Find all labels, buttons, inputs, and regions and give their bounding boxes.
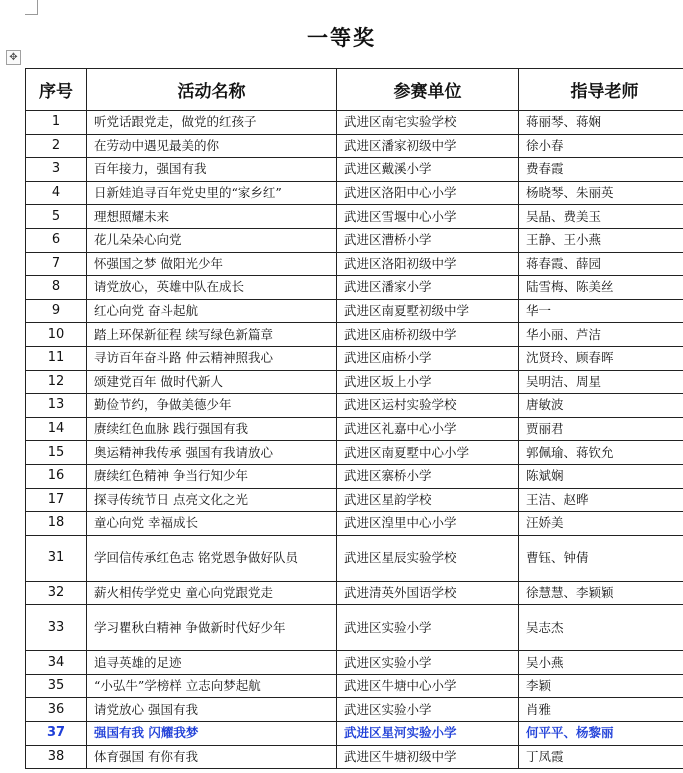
row-activity-name: 奥运精神我传承 强国有我请放心 [87,441,337,465]
row-participating-unit: 武进区湟里中心小学 [337,512,519,536]
table-row [26,417,683,441]
row-activity-name: 学习瞿秋白精神 争做新时代好少年 [87,605,337,651]
table-row [26,228,683,252]
row-activity-name: 百年接力，强国有我 [87,158,337,182]
row-number: 13 [26,394,87,418]
table-row [26,111,683,135]
row-number: 2 [26,134,87,158]
row-teacher: 吴明洁、周星 [519,370,683,394]
row-activity-name: 理想照耀未来 [87,205,337,229]
row-participating-unit: 武进区实验小学 [337,698,519,722]
row-participating-unit: 武进区牛塘中心小学 [337,674,519,698]
table-row [26,512,683,536]
row-activity-name: 怀强国之梦 做阳光少年 [87,252,337,276]
row-teacher: 郭佩瑜、蒋钦允 [519,441,683,465]
row-teacher: 吴志杰 [519,605,683,651]
table-row [26,745,683,769]
row-activity-name: 薪火相传学党史 童心向党跟党走 [87,581,337,605]
row-participating-unit: 武进区礼嘉中心小学 [337,417,519,441]
row-teacher: 王洁、赵晔 [519,488,683,512]
table-row [26,370,683,394]
row-teacher: 杨晓琴、朱丽英 [519,181,683,205]
table-row [26,205,683,229]
row-teacher: 吴晶、费美玉 [519,205,683,229]
row-teacher: 贾丽君 [519,417,683,441]
header-number: 序号 [26,69,87,111]
row-participating-unit: 武进区潘家初级中学 [337,134,519,158]
row-activity-name: 探寻传统节日 点亮文化之光 [87,488,337,512]
row-activity-name: 赓续红色精神 争当行知少年 [87,464,337,488]
table-row [26,674,683,698]
row-activity-name: 童心向党 幸福成长 [87,512,337,536]
row-participating-unit: 武进区庙桥初级中学 [337,323,519,347]
page-title: 一等奖 [307,25,376,50]
row-participating-unit: 武进清英外国语学校 [337,581,519,605]
row-participating-unit: 武进区洛阳初级中学 [337,252,519,276]
row-teacher: 丁凤霞 [519,745,683,769]
table-row [26,605,683,651]
row-teacher: 肖雅 [519,698,683,722]
row-teacher: 沈贤玲、顾春晖 [519,346,683,370]
row-activity-name: 寻访百年奋斗路 仲云精神照我心 [87,346,337,370]
row-participating-unit: 武进区漕桥小学 [337,228,519,252]
row-number: 31 [26,535,87,581]
row-teacher: 吴小燕 [519,651,683,675]
row-number: 1 [26,111,87,135]
row-teacher: 徐小春 [519,134,683,158]
row-teacher: 徐慧慧、李颖颖 [519,581,683,605]
row-participating-unit: 武进区寨桥小学 [337,464,519,488]
row-number: 5 [26,205,87,229]
header-participating-unit: 参赛单位 [337,69,519,111]
row-participating-unit: 武进区星韵学校 [337,488,519,512]
row-teacher: 蒋春霞、薛园 [519,252,683,276]
row-number: 10 [26,323,87,347]
row-number: 15 [26,441,87,465]
row-teacher: 陈斌娴 [519,464,683,488]
row-number: 34 [26,651,87,675]
row-participating-unit: 武进区星辰实验学校 [337,535,519,581]
table-row [26,252,683,276]
row-number: 38 [26,745,87,769]
table-row [26,394,683,418]
row-teacher: 何平平、杨黎丽 [519,722,683,746]
table-row [26,698,683,722]
row-participating-unit: 武进区洛阳中心小学 [337,181,519,205]
awards-table [25,68,683,769]
row-teacher: 李颖 [519,674,683,698]
row-teacher: 陆雪梅、陈美丝 [519,276,683,300]
row-teacher: 唐敏波 [519,394,683,418]
row-participating-unit: 武进区实验小学 [337,605,519,651]
row-number: 11 [26,346,87,370]
table-row [26,299,683,323]
table-row [26,158,683,182]
row-activity-name: 追寻英雄的足迹 [87,651,337,675]
row-teacher: 华一 [519,299,683,323]
row-number: 16 [26,464,87,488]
row-number: 35 [26,674,87,698]
row-number: 32 [26,581,87,605]
row-activity-name: “小弘牛”学榜样 立志向梦起航 [87,674,337,698]
row-teacher: 王静、王小燕 [519,228,683,252]
row-activity-name: 请党放心，英雄中队在成长 [87,276,337,300]
row-participating-unit: 武进区实验小学 [337,651,519,675]
row-participating-unit: 武进区雪堰中心小学 [337,205,519,229]
row-activity-name: 勤俭节约，争做美德少年 [87,394,337,418]
row-activity-name: 请党放心 强国有我 [87,698,337,722]
row-activity-name: 在劳动中遇见最美的你 [87,134,337,158]
row-participating-unit: 武进区戴溪小学 [337,158,519,182]
row-number: 17 [26,488,87,512]
row-number: 18 [26,512,87,536]
row-number: 12 [26,370,87,394]
table-row [26,488,683,512]
row-number: 7 [26,252,87,276]
table-row [26,323,683,347]
row-activity-name: 学回信传承红色志 铭党恩争做好队员 [87,535,337,581]
page-corner-mark [25,0,38,15]
header-teacher: 指导老师 [519,69,683,111]
row-number: 6 [26,228,87,252]
row-activity-name: 强国有我 闪耀我梦 [87,722,337,746]
row-activity-name: 日新娃追寻百年党史里的“家乡红” [87,181,337,205]
table-row [26,722,683,746]
row-activity-name: 花儿朵朵心向党 [87,228,337,252]
table-body [26,111,683,769]
row-activity-name: 红心向党 奋斗起航 [87,299,337,323]
row-number: 36 [26,698,87,722]
row-teacher: 汪娇美 [519,512,683,536]
table-row [26,651,683,675]
row-number: 9 [26,299,87,323]
row-teacher: 华小丽、芦洁 [519,323,683,347]
table-row [26,464,683,488]
row-activity-name: 赓续红色血脉 践行强国有我 [87,417,337,441]
row-teacher: 费春霞 [519,158,683,182]
table-row [26,535,683,581]
row-teacher: 曹钰、钟倩 [519,535,683,581]
row-participating-unit: 武进区坂上小学 [337,370,519,394]
row-participating-unit: 武进区潘家小学 [337,276,519,300]
row-activity-name: 踏上环保新征程 续写绿色新篇章 [87,323,337,347]
row-activity-name: 体育强国 有你有我 [87,745,337,769]
row-number: 37 [26,722,87,746]
row-participating-unit: 武进区星河实验小学 [337,722,519,746]
row-number: 8 [26,276,87,300]
row-participating-unit: 武进区南夏墅中心小学 [337,441,519,465]
row-participating-unit: 武进区运村实验学校 [337,394,519,418]
header-activity-name: 活动名称 [87,69,337,111]
table-row [26,346,683,370]
table-row [26,276,683,300]
row-number: 14 [26,417,87,441]
table-header-row [26,69,683,111]
row-participating-unit: 武进区南夏墅初级中学 [337,299,519,323]
table-move-handle-icon[interactable]: ✥ [6,50,21,65]
table-row [26,181,683,205]
row-activity-name: 颂建党百年 做时代新人 [87,370,337,394]
table-row [26,581,683,605]
row-number: 33 [26,605,87,651]
row-activity-name: 听党话跟党走，做党的红孩子 [87,111,337,135]
row-participating-unit: 武进区南宅实验学校 [337,111,519,135]
row-teacher: 蒋丽琴、蒋娴 [519,111,683,135]
row-number: 4 [26,181,87,205]
row-participating-unit: 武进区牛塘初级中学 [337,745,519,769]
table-row [26,134,683,158]
table-row [26,441,683,465]
row-participating-unit: 武进区庙桥小学 [337,346,519,370]
row-number: 3 [26,158,87,182]
